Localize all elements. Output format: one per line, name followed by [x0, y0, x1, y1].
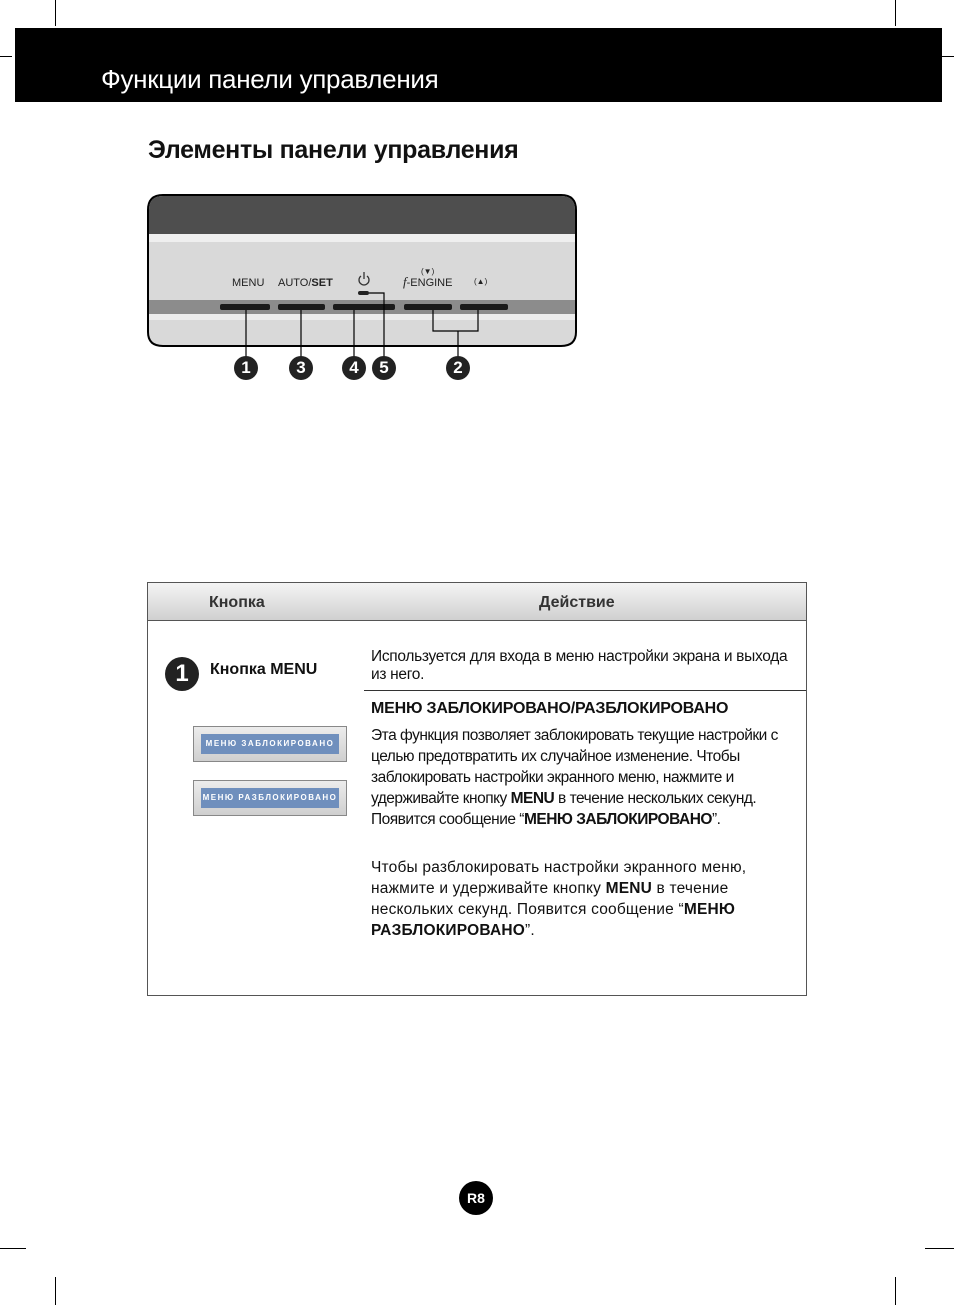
page-title: Функции панели управления: [101, 64, 439, 94]
crop-mark: [925, 1248, 954, 1249]
crop-mark: [55, 1277, 56, 1305]
osd-locked-sample: [193, 726, 347, 762]
column-header-button: Кнопка: [209, 594, 265, 611]
osd-unlocked-text: МЕНЮ РАЗБЛОКИРОВАНО: [201, 788, 339, 808]
fengine-button-bar[interactable]: [404, 304, 452, 310]
power-button-bar[interactable]: [333, 304, 395, 310]
lock-section-title: МЕНЮ ЗАБЛОКИРОВАНО/РАЗБЛОКИРОВАНО: [371, 700, 729, 717]
crop-mark: [0, 1248, 26, 1249]
panel-buttons: [220, 304, 508, 310]
unlock-paragraph: Чтобы разблокировать настройки экранного меню, нажмите и удерживайте кнопку MENU в течение нескольких секунд. Появится сообщение “МЕНЮ РАЗБЛОКИРОВАНО”.: [371, 859, 747, 939]
up-button-bar[interactable]: [460, 304, 508, 310]
up-arrow-label: (▲): [474, 277, 488, 286]
autoset-label: AUTO/SET: [278, 277, 333, 289]
menu-description: Используется для входа в меню настройки экрана и выхода из него.: [371, 648, 788, 683]
function-table: [147, 582, 807, 996]
osd-unlocked-sample: [193, 780, 347, 816]
callout-4: 4: [342, 356, 366, 380]
section-title: Элементы панели управления: [148, 136, 519, 164]
crop-mark: [895, 1277, 896, 1305]
callout-5: 5: [372, 356, 396, 380]
menu-label: MENU: [232, 277, 265, 289]
power-indicator-led: [358, 291, 369, 295]
down-arrow-label: (▼): [421, 267, 435, 276]
callout-3: 3: [289, 356, 313, 380]
fengine-label: f-ENGINE: [403, 274, 453, 289]
callout-1: 1: [234, 356, 258, 380]
column-header-action: Действие: [539, 594, 615, 611]
autoset-button-bar[interactable]: [278, 304, 325, 310]
lock-paragraph: Эта функция позволяет заблокировать текущие настройки с целью предотвратить их случайное изменение. Чтобы заблокировать настройки экранного меню, нажмите и удерживайте кнопку MENU в течение нескольких секунд. Появится сообщение “МЕНЮ ЗАБЛОКИРОВАНО”.: [371, 727, 778, 828]
callout-2: 2: [446, 356, 470, 380]
row-divider: [364, 690, 806, 691]
page-number: R8: [459, 1181, 493, 1215]
osd-locked-text: МЕНЮ ЗАБЛОКИРОВАНО: [201, 734, 339, 754]
row-number-badge: 1: [165, 657, 199, 691]
table-header: [148, 583, 806, 621]
button-name: Кнопка MENU: [210, 661, 318, 678]
menu-button-bar[interactable]: [220, 304, 270, 310]
control-panel-diagram: [0, 0, 954, 390]
